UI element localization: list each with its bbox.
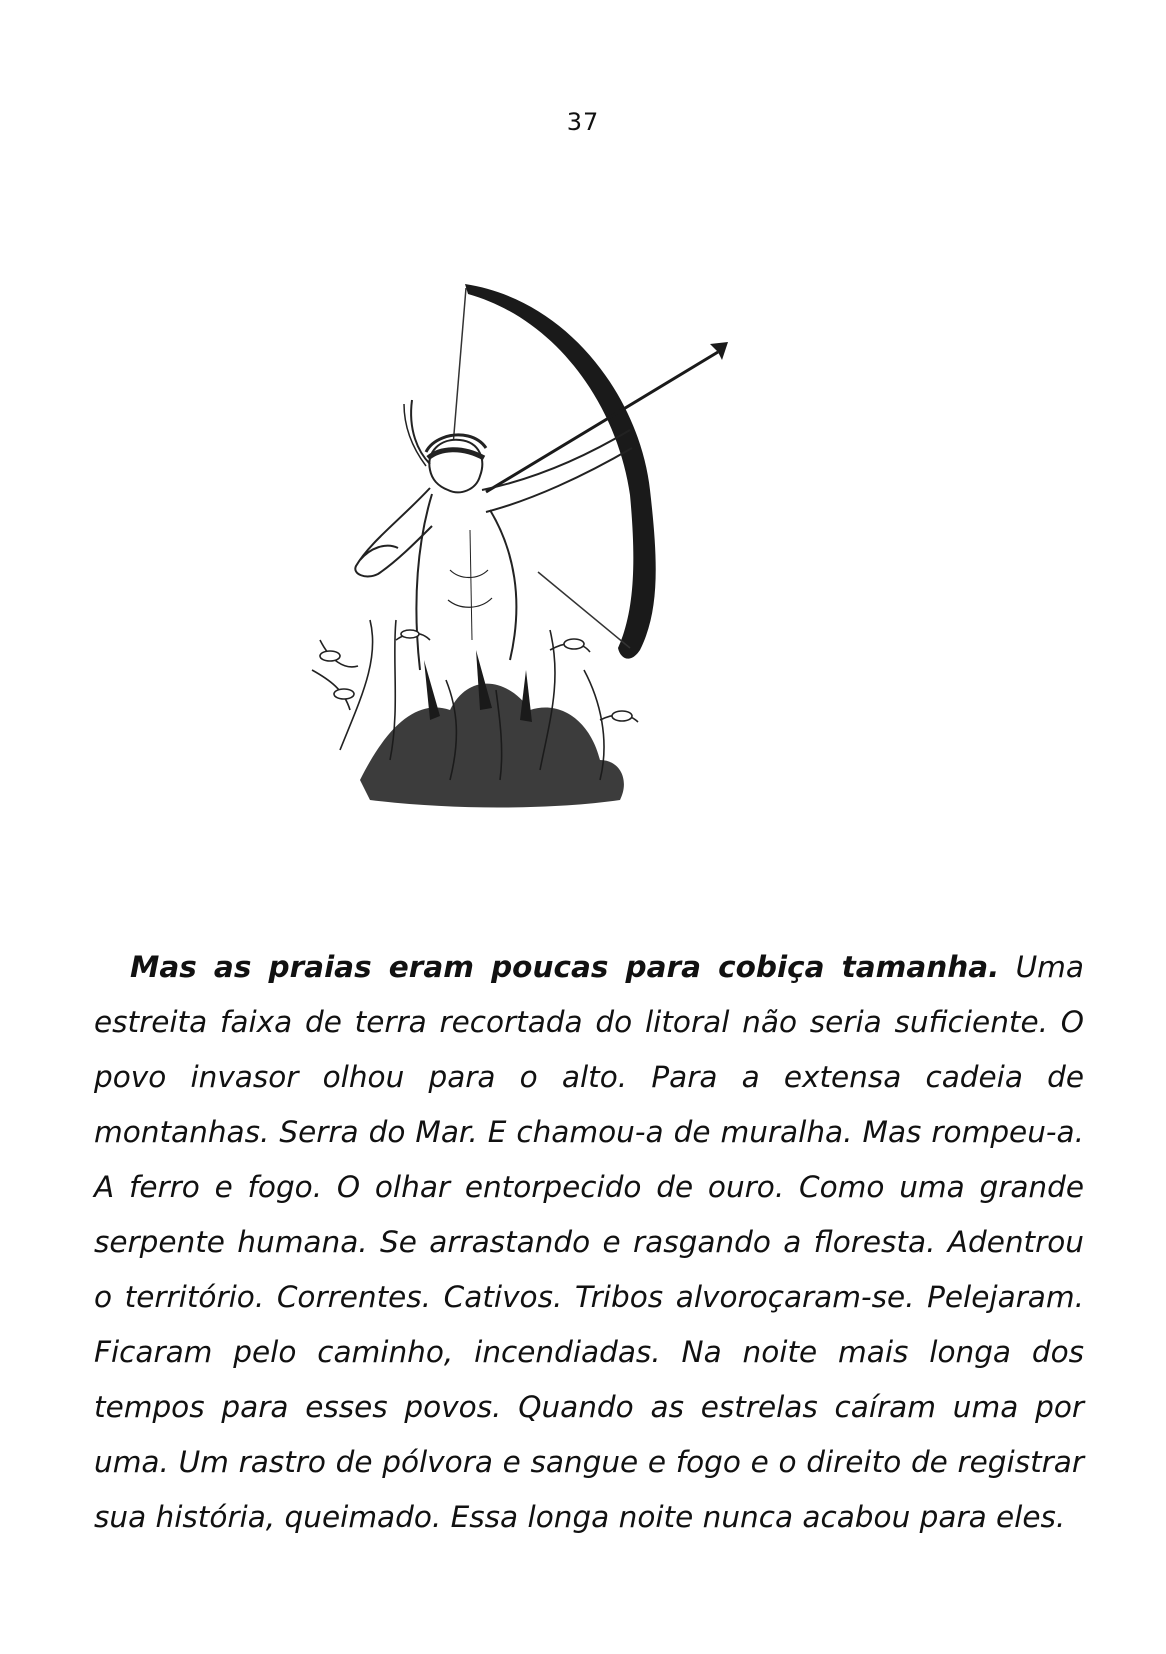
archer-figure	[355, 400, 632, 670]
bow-icon	[452, 284, 656, 659]
page-number: 37	[566, 108, 600, 136]
dense-undergrowth	[360, 650, 624, 808]
paragraph-lead: Mas as praias eram poucas para cobiça tamanha.	[130, 950, 1000, 984]
body-paragraph	[94, 940, 1084, 1545]
paragraph-body: Uma estreita faixa de terra recortada do litoral não seria suficiente. O povo invasor olhou para o alto. Para a extensa cadeia de montanhas. Serra do Mar. E chamou-a de muralha. Mas rompeu-a. A ferro e fogo. O olhar entorpecido de ouro. Como uma grande serpente humana. Se arrastando e rasgando a floresta. Adentrou o território. Correntes. Cativos. Tribos alvoroçaram-se. Pelejaram. Ficaram pelo caminho, incendiadas. Na noite mais longa dos tempos para esses povos. Quando as estrelas caíram uma por uma. Um rastro de pólvora e sangue e fogo e o direito de registrar sua história, queimado. Essa longa noite nunca acabou para eles.	[94, 950, 1084, 1534]
archer-illustration	[300, 280, 780, 820]
